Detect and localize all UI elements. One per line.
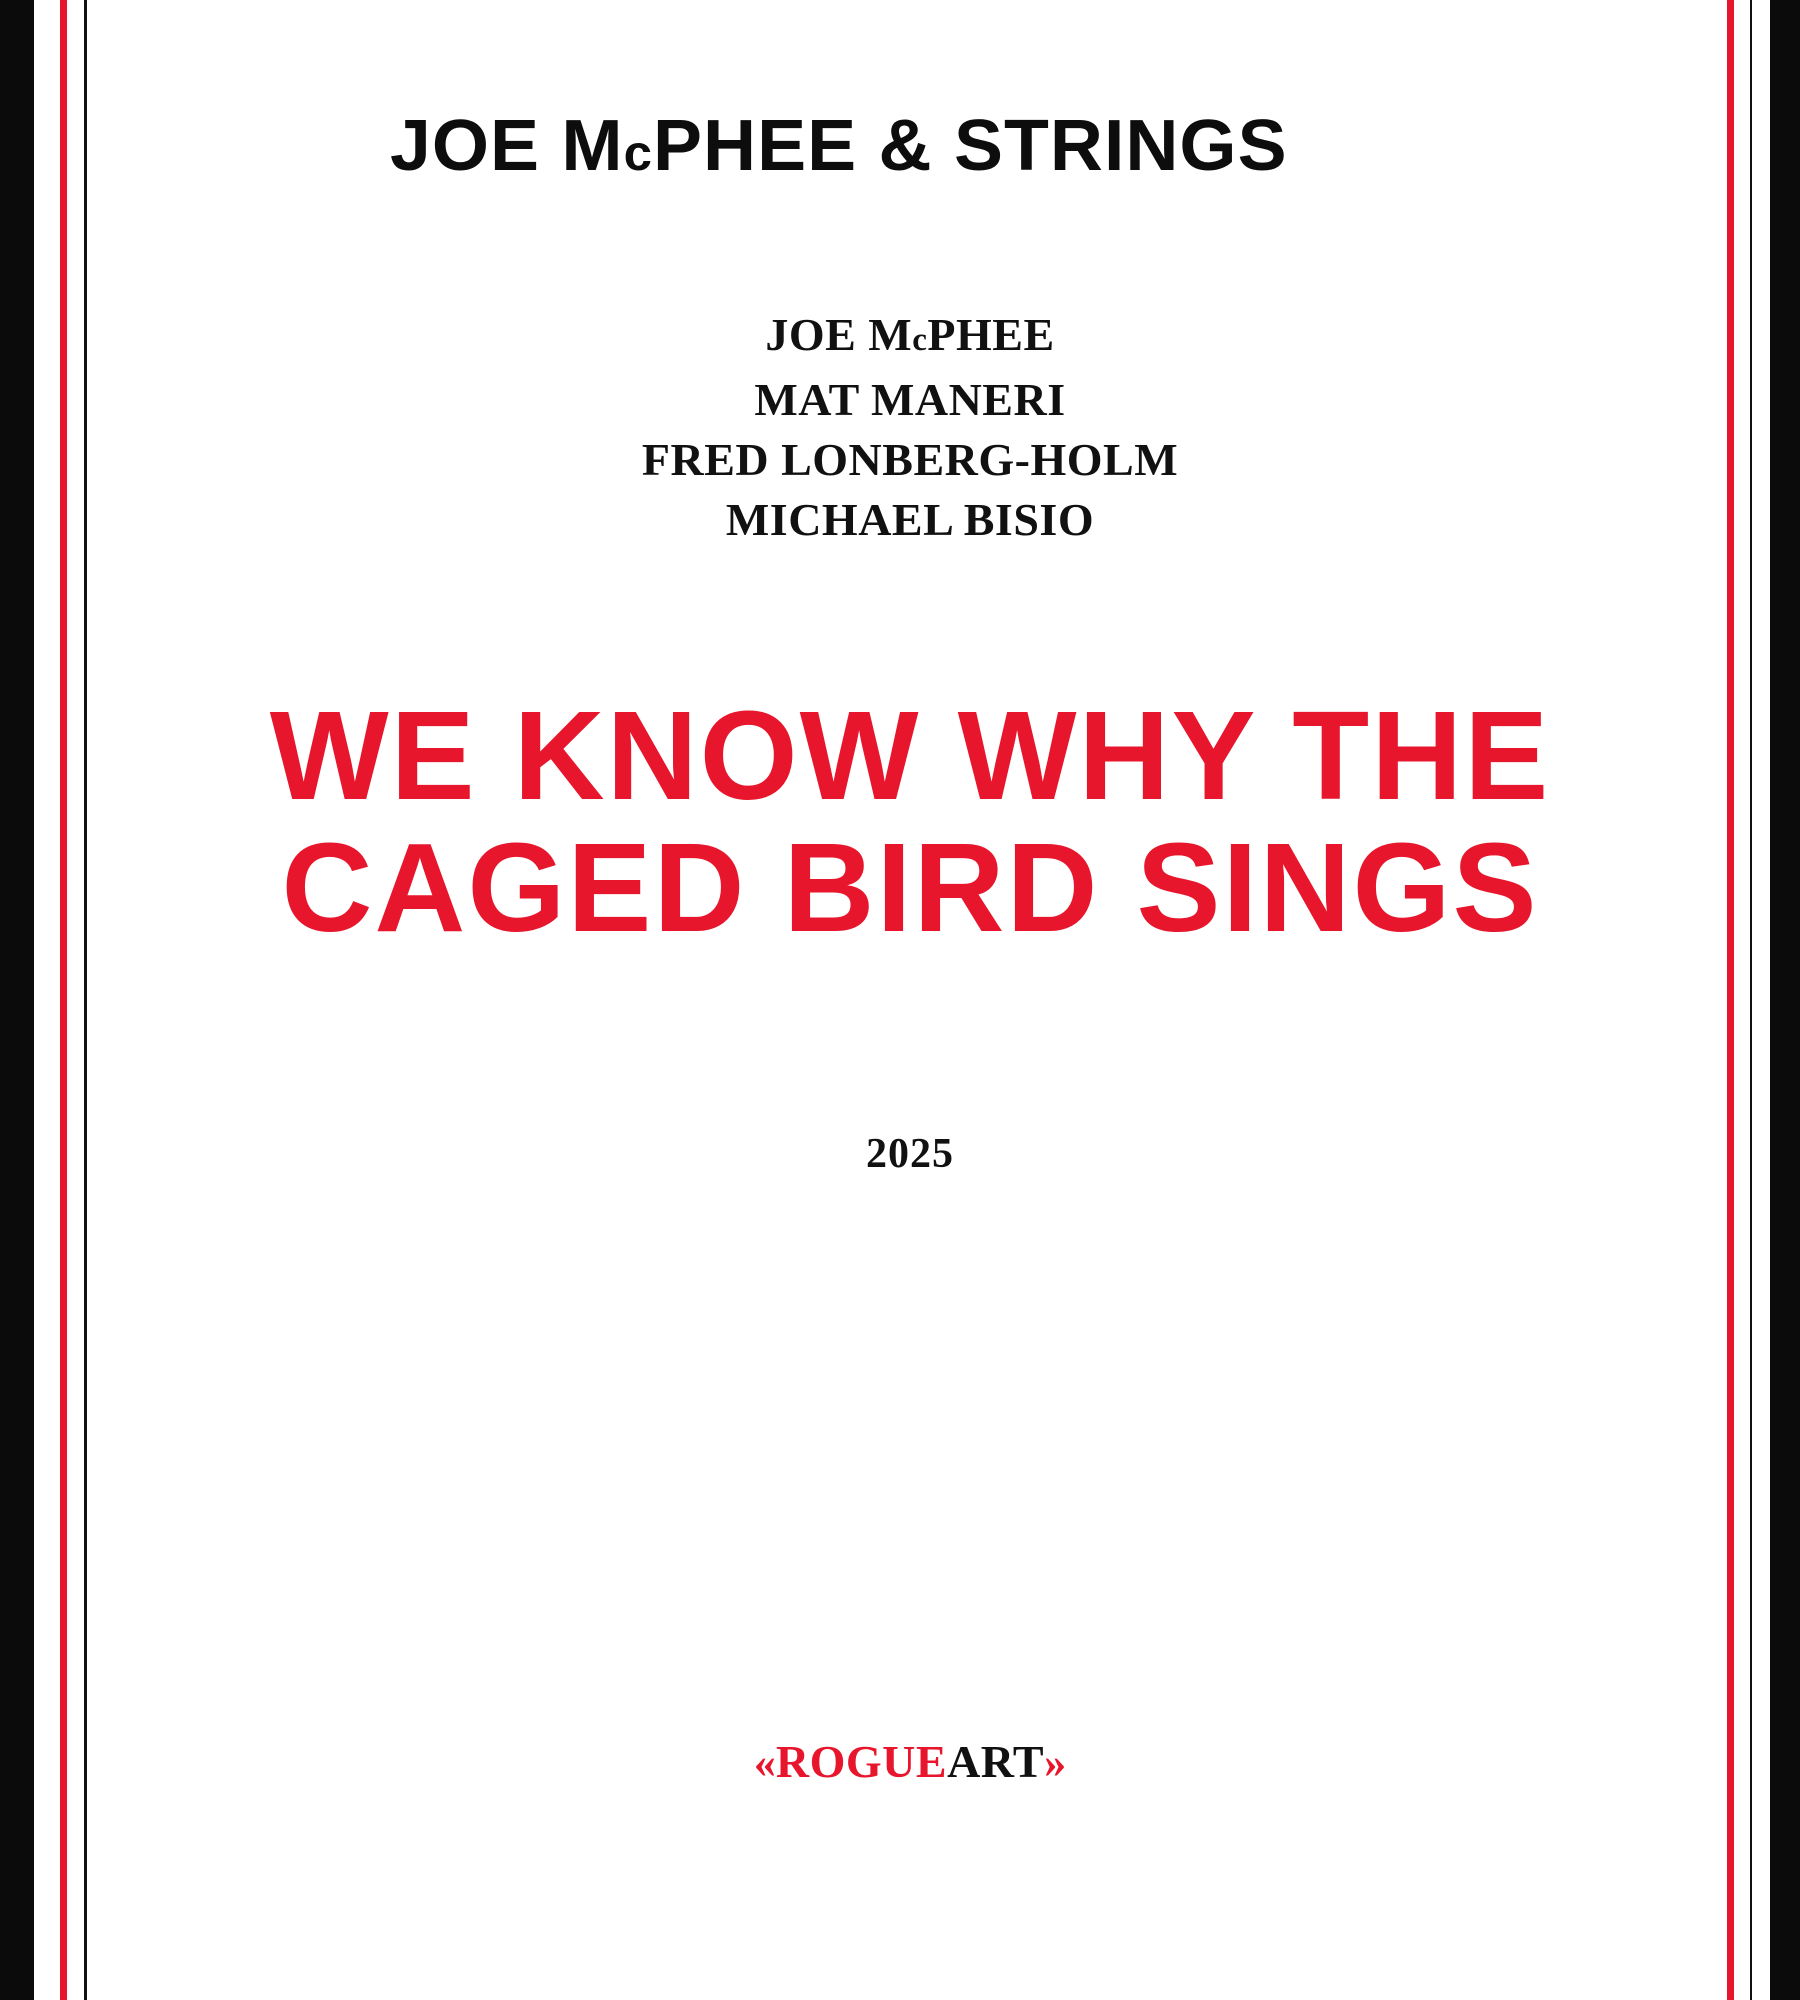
musician-name-pre: JOE M xyxy=(765,309,913,360)
album-title xyxy=(95,685,1725,958)
artist-name-pre: JOE M xyxy=(390,106,624,186)
left-red-rule xyxy=(60,0,67,2000)
close-guillemet: » xyxy=(1044,1738,1067,1787)
musician-name: MICHAEL BISIO xyxy=(725,494,1095,545)
cover-content xyxy=(95,0,1725,2000)
list-item xyxy=(95,370,1725,430)
label-name-art: ART xyxy=(947,1736,1045,1787)
musician-name-post: PHEE xyxy=(927,309,1055,360)
release-year: 2025 xyxy=(866,1131,954,1177)
album-title-line-1: WE KNOW WHY THE xyxy=(269,685,1551,826)
list-item xyxy=(95,305,1725,370)
musician-name-small-c: c xyxy=(912,322,928,358)
artist-name-post: PHEE & STRINGS xyxy=(653,106,1288,186)
left-black-band xyxy=(0,0,34,2000)
artist-name xyxy=(390,105,1288,187)
list-item xyxy=(95,490,1725,550)
list-item xyxy=(95,430,1725,490)
right-thin-black-rule xyxy=(1750,0,1752,2000)
label-name-rogue: ROGUE xyxy=(775,1736,948,1787)
left-thin-black-rule xyxy=(84,0,87,2000)
right-red-rule xyxy=(1727,0,1734,2000)
right-black-band xyxy=(1770,0,1800,2000)
musician-name: MAT MANERI xyxy=(754,374,1066,425)
label-logo xyxy=(95,1735,1725,1788)
artist-name-small-c: c xyxy=(623,125,654,181)
album-title-line-2: CAGED BIRD SINGS xyxy=(281,817,1539,958)
musician-name: FRED LONBERG-HOLM xyxy=(641,434,1179,485)
open-guillemet: « xyxy=(753,1738,776,1787)
musician-list xyxy=(95,305,1725,550)
